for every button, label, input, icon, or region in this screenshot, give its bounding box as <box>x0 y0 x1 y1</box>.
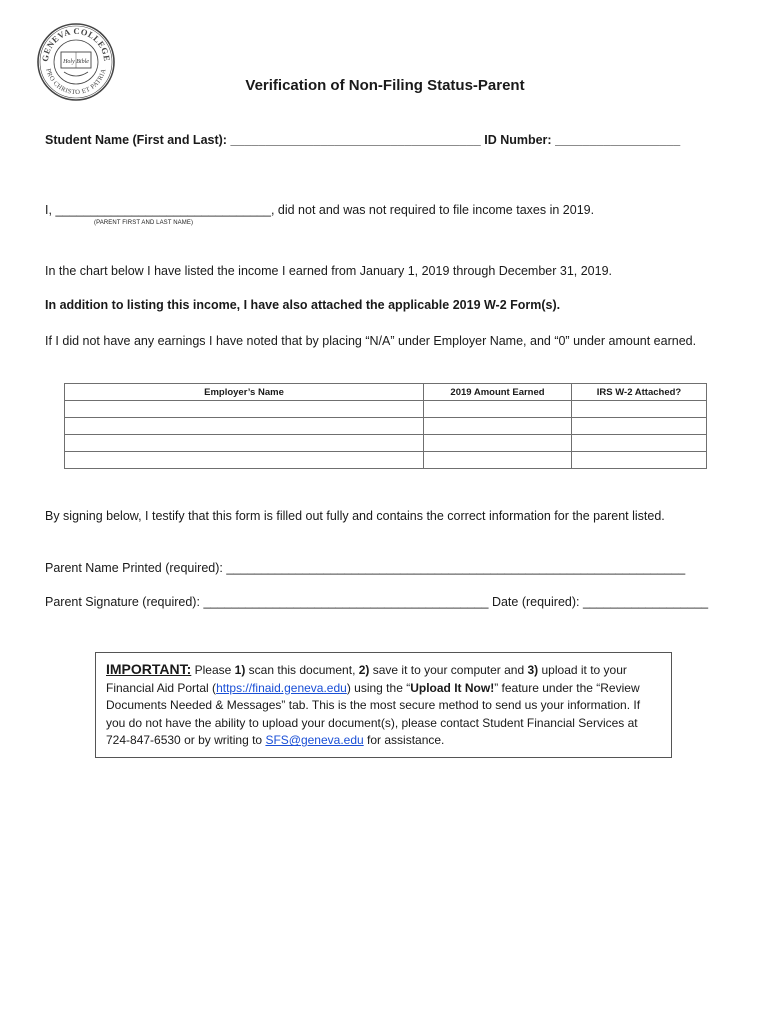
seal-bottom-text: PRO CHRISTO ET PATRIA <box>44 67 108 97</box>
parent-signature-field[interactable]: _________________________________________ <box>203 595 489 609</box>
step-number: 2) <box>358 663 370 677</box>
employer-name-header: Employer’s Name <box>65 384 424 401</box>
declaration-suffix: , did not and was not required to file income taxes in 2019. <box>270 203 595 217</box>
employer-name-cell[interactable] <box>65 418 424 435</box>
finaid-portal-link[interactable]: https://finaid.geneva.edu <box>216 680 347 695</box>
parent-name-printed-field[interactable]: __________________________________________________________________ <box>226 561 686 575</box>
table-row <box>65 435 707 452</box>
step-number: 3) <box>527 663 539 677</box>
notice-text: ” feature under the “Review Documents Needed & Messages” tab. This is the most secure method to send us your information. If you do not have the ability to upload your document(s), please contact Student Financial Services at 724-847-6530 or by writing to <box>106 680 641 748</box>
employer-name-cell[interactable] <box>65 435 424 452</box>
parent-signature-label: Parent Signature (required): <box>45 595 200 609</box>
w2-attached-cell[interactable] <box>572 452 707 469</box>
parent-name-printed-label: Parent Name Printed (required): <box>45 561 223 575</box>
chart-intro-text: In the chart below I have listed the income I earned from January 1, 2019 through December 31, 2019. <box>45 264 613 278</box>
table-row <box>65 418 707 435</box>
table-header-row <box>65 384 707 401</box>
declaration-line <box>45 203 594 217</box>
declaration-prefix: I, <box>45 203 52 217</box>
important-heading: IMPORTANT: <box>106 661 192 677</box>
amount-earned-cell[interactable] <box>424 435 572 452</box>
id-number-field[interactable]: __________________ <box>555 133 681 147</box>
amount-earned-cell[interactable] <box>424 418 572 435</box>
income-table <box>64 383 707 469</box>
student-line <box>45 133 680 147</box>
page-title: Verification of Non-Filing Status-Parent <box>245 77 525 94</box>
step-number: 1) <box>234 663 246 677</box>
amount-earned-cell[interactable] <box>424 452 572 469</box>
seal-center-text: Holy Bible <box>63 59 89 65</box>
w2-attached-cell[interactable] <box>572 418 707 435</box>
notice-text: for assistance. <box>363 733 445 748</box>
table-row <box>65 401 707 418</box>
notice-text: save it to your computer and <box>369 663 528 677</box>
w2-attached-cell[interactable] <box>572 401 707 418</box>
parent-name-printed-line <box>45 561 685 575</box>
w2-attached-cell[interactable] <box>572 435 707 452</box>
sfs-email-link[interactable]: SFS@geneva.edu <box>265 733 364 748</box>
amount-earned-header: 2019 Amount Earned <box>424 384 572 401</box>
date-field[interactable]: __________________ <box>582 595 709 609</box>
date-label: Date (required): <box>491 595 580 609</box>
amount-earned-cell[interactable] <box>424 401 572 418</box>
notice-text: upload it to your Financial Aid Portal ( <box>106 663 627 695</box>
na-note-text: If I did not have any earnings I have noted that by placing “N/A” under Employer Name, and “0” under amount earned. <box>45 334 697 348</box>
student-name-label: Student Name (First and Last): <box>45 133 227 147</box>
parent-name-hint: (PARENT FIRST AND LAST NAME) <box>94 220 194 226</box>
parent-signature-line <box>45 595 708 609</box>
w2-note-text: In addition to listing this income, I have also attached the applicable 2019 W-2 Form(s). <box>45 298 561 312</box>
notice-text: Please <box>194 663 235 677</box>
employer-name-cell[interactable] <box>65 401 424 418</box>
parent-name-field[interactable]: _______________________________ <box>55 203 271 217</box>
important-notice-box <box>95 652 672 758</box>
upload-feature-name: Upload It Now! <box>410 680 495 695</box>
notice-text: ) using the “ <box>346 680 411 695</box>
attestation-text: By signing below, I testify that this form is filled out fully and contains the correct information for the parent listed. <box>45 509 665 523</box>
employer-name-cell[interactable] <box>65 452 424 469</box>
seal-top-text: GENEVA COLLEGE <box>39 25 113 63</box>
id-number-label: ID Number: <box>484 133 552 147</box>
table-row <box>65 452 707 469</box>
student-name-field[interactable]: ____________________________________ <box>230 133 481 147</box>
notice-text: scan this document, <box>245 663 359 677</box>
w2-attached-header: IRS W-2 Attached? <box>572 384 707 401</box>
